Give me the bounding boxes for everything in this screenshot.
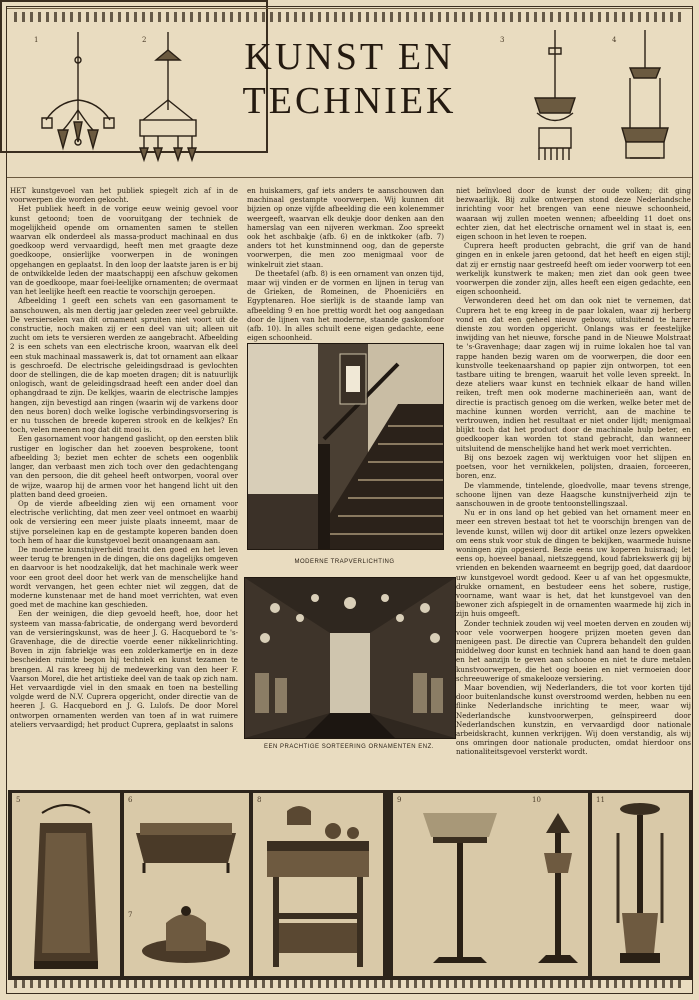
stair-lighting-photo <box>247 343 444 550</box>
photo-coal-bucket <box>12 793 120 976</box>
showroom-photo <box>244 577 456 739</box>
paragraph: De moderne kunstnijverheid tracht den goed en het leven weer terug te brengen in de dingen, die ons dagelijks omgeven en daarvoor is het noodzakelijk, dat het machinale werk weer voor een groot deel door het werk van de menschelijke hand wordt vervangen, het geen echter niet wil zeggen, dat de moderne kunstenaar met de hand moet verrichten, wat even goed met de machine kan geschieden. <box>10 544 238 610</box>
gas-stove-drawing <box>528 793 588 976</box>
standing-lamp-drawing <box>393 793 528 976</box>
photo-gas-stove <box>528 793 588 976</box>
paragraph: en huiskamers, gaf iets anders te aanschouwen dan machinaal gestampte voorwerpen. Wij kunnen dit bijzien op onze vijfde afbeelding die een kolenemmer weergeeft, waarvan elk deukje door denken aan den hamerslag van een nijveren werkman. Zoo spreekt ook het aschbakje (afb. 6) en de inktkoker (afb. 7) anders tot het kunstminnend oog, dan de geperste voorwerpen, die men zoo menigmaal voor de winkelruit ziet staan. <box>247 186 444 269</box>
ashtray-inkwell-drawing <box>124 793 249 976</box>
paragraph: Zonder techniek zouden wij veel moeten derven en zouden wij voor vele voorwerpen hoogere prijzen moeten geven dan menigeen past. De directie van Cuprera behandelt den gulden middelweg door kunst en techniek hand aan hand te doen gaan en het aanzijn te geven aan schoone en niet te dure metalen kunstvoorwerpen, die het oog boeien en niet vermoeien door schreeuwerige of smakelooze versiering. <box>456 618 691 683</box>
ornament-border-top <box>14 12 685 22</box>
photo-ashtray-inkwell <box>124 793 249 976</box>
electric-lamp-figure-4 <box>610 28 680 166</box>
text-column-2 <box>247 186 444 361</box>
showroom-photo-drawing <box>245 578 455 738</box>
paragraph: Maar bovendien, wij Nederlanders, die tot voor korten tijd door buitenlandsche kunst overstroomd werden, hebben nu een flinke Nederlandsche inrichting te meer, waar wij Nederlandsche kunstvoorwerpen, geïnspireerd door Nederlandschen kunstzin, en vervaardigd door nationale arbeidskracht, kunnen verkrijgen. Wij doen verstandig, als wij ons omringen door nationale producten, omdat hierdoor ons nationaliteitsgevoel versterkt wordt. <box>456 682 691 757</box>
text-column-1 <box>10 186 238 729</box>
stair-photo-drawing <box>248 344 443 549</box>
paragraph: Cuprera heeft producten gebracht, die grif van de hand gingen en in enkele jaren getoond, dat het heeft en eigen stijl; dat zij er ernstig naar gestreefd heeft om ieder voorwerp tot een werkelijk kunstwerk te maken; men ziet dan ook geen twee voorwerpen die zonder zijn, alles heeft een eigen gedachte, een eigen schoonheid. <box>456 241 691 297</box>
figure-number-7: 7 <box>128 911 133 919</box>
text-column-3 <box>456 186 691 757</box>
coal-bucket-drawing <box>12 793 120 976</box>
figure-number-5: 5 <box>16 796 21 804</box>
paragraph: niet beïnvloed door de kunst der oude volken; dit ging bezwaarlijk. Bij zulke ontwerpen stond deze Nederlandsche inrichting voor het brengen van eene nieuwe schoonheid, waaraan wij zullen moeten wennen; afbeelding 11 doet ons echter zien, dat het electrische ornament wel in staat is, een eigen schoon in het leven te roepen. <box>456 186 691 242</box>
figure-number-11: 11 <box>596 796 605 804</box>
figure-number-10: 10 <box>532 796 541 804</box>
figure-number-4: 4 <box>612 36 617 44</box>
electric-ornament-drawing <box>592 793 689 976</box>
paragraph: Bij ons bezoek zagen wij werktuigen voor het slijpen en poetsen, voor het vernikkelen, polijsten, draaien, forceeren, boren, enz. <box>456 452 691 481</box>
title-line-2: TECHNIEK <box>242 80 457 122</box>
paragraph: Het publiek heeft in de vorige eeuw weinig gevoel voor kunst getoond; toen de vooruitgang der techniek de mogelijkheid opende om ornamenten samen te stellen waarvan elk onderdeel als massa-product machinaal en dus goedkoop werd vervaardigd, heeft men met graagte deze goedkoope, onsierlijke voorwerpen in de woningen opgehangen en geplaatst. In den loop der laatste jaren is er bij de ontwikkelde leden der maatschappij een afschuw gekomen van de goedkoope, maar foei-leelijke ornamenten; de overmaat van het leelijke heeft een reactie te voorschijn geroepen. <box>10 204 238 297</box>
stair-photo-caption: MODERNE TRAPVERLICHTING <box>294 559 395 565</box>
photo-standing-lamp <box>393 793 528 976</box>
figure-number-9: 9 <box>397 796 402 804</box>
figure-number-8: 8 <box>257 796 262 804</box>
figure-number-3: 3 <box>500 36 505 44</box>
title-frame <box>0 0 457 153</box>
figure-number-6: 6 <box>128 796 133 804</box>
paragraph: Afbeelding 1 geeft een schets van een gasornament te aanschouwen, als men dertig jaar geleden zeer veel gebruikte. De versierselen van dit ornament spruiten niet voort uit de constructie, noch maken zij er een deel van uit; alleen uit zucht om iets te versieren werden ze aangebracht. Afbeelding 2 is een schets van een electrische kroon, waarvan elk deel een stuk machinaal massawerk is, dat tot ornament aan elkaar is geschroefd. De electrische geleidingsdraad is gevlochten door de stellingen, die de kap moeten dragen; dit is natuurlijk onlogisch, want de geleidingsdraad heeft een ander doel dan ophangdraad te zijn. De kelkjes, waarin de electrische lampjes hangen, zijn bevestigd aan ringen (waarin wij de varkens door den neus boren) doch welke logische verbindingsvorsering is er nu tusschen de breede koperen strook en de kelkjes? En toch, velen meenen nog dat dit mooi is. <box>10 296 238 435</box>
paragraph: Verwonderen deed het om dan ook niet te vernemen, dat Cuprera het te eng kreeg in de paar lokalen, waar zij herberg vond en dat een geheel nieuw gebouw, uitsluitend te harer dienste zou worden opgericht. Onlangs was er feestelijke inwijding van het nieuwe, forsche pand in de Nieuwe Molstraat te 's-Gravenhage; daar zagen wij in ruime lokalen hoe tal van rappe handen bezig waren om de voorwerpen, die door een kunstvolle teekenaarshand op papier zijn ontworpen, tot een tastbare uiting te brengen, waaruit het volle leven spreekt. In deze ateliers waar kunst en techniek elkaar de hand willen reiken, treft men ook moderne machinerieën aan, want de directie is practisch genoeg om die werken, welke beter met de machine kunnen worden verricht, aan de machine te vertrouwen, indien het resultaat er niet onder lijdt; menigmaal blijkt toch dat het product door de machinale hulp beter, en goedkooper kan worden tot stand gebracht, dan wanneer uitsluitend de menschelijke hand het werk moet verrichten. <box>456 296 691 453</box>
gas-lamp-figure-3 <box>515 28 595 166</box>
paragraph: De vlammende, tintelende, gloedvolle, maar tevens strenge, schoone lijnen van deze Haagsche kunstnijverheid zijn te aanschouwen in de groote tentoonstellingszaal. <box>456 480 691 508</box>
paragraph: Een der weinigen, die diep gevoeld heeft, hoe, door het systeem van massa-fabricatie, de ondergang werd bevorderd van de versieringskunst, was de heer J. G. Hacquebord te 's-Gravenhage, die de directie voerde eener nikkelinrichting. Boven in zijn fabriekje was een zolderkamertje en in deze bescheiden ruimte begon hij techniek en kunst tezamen te brengen. Al ras kreeg hij de medewerking van den heer F. Vaarson Morel, die het artistieke deel van de taak op zich nam. Het vervaardigde viel in den smaak en toen na bestelling volgde werd de N.V. Cuprera opgericht, onder directie van de heeren J. G. Hacquebord en J. G. Lulofs. De door Morel ontworpen ornamenten werden van toen af in wat ruimere ateliers vervaardigd; het product Cuprera, geplaatst in salons <box>10 609 238 729</box>
paragraph: De theetafel (afb. 8) is een ornament van onzen tijd, maar wij vinden er de vormen en lijnen in terug van de Grieken, de Romeinen, de Phoeniciërs en Egyptenaren. Hoe sierlijk is de staande lamp van afbeelding 9 en hoe prettig wordt het oog aangedaan door de lijnen van het moderne, staande gaskomfoor (afb. 10). In alles schuilt eene eigen gedachte, eene eigen schoonheid. <box>247 268 444 343</box>
tea-table-drawing <box>253 793 383 976</box>
paragraph: Een gasornament voor hangend gaslicht, op den eersten blik rustiger en logischer dan het zooeven besprokene, toont afbeelding 3; beziet men echter de schets een oogenblik langer, dan verbaast men zich toch over den gedachtengang van den persoon, die dit geheel heeft ontworpen, vooral over de wijze, waarop hij de armen voor het hangend licht uit den platten band deed groeien. <box>10 434 238 499</box>
photo-electric-ornament <box>592 793 689 976</box>
paragraph: Nu er in ons land op het gebied van het ornament meer en meer een streven bestaat tot het te voorschijn brengen van de levende kunst, willen wij door dit artikel onze lezers opwekken om eens stuk voor stuk de dingen te bekijken, waarmede huisne woningen zijn opgesierd. Bezie eens uw koperen huisraad; let eens op, hoeveel banaal, nietszeggend, koud fabriekswerk gij bij vrienden en bekenden waarneemt en begrijp goed, dat daardoor uw kunstgevoel wordt gedood. Keer u af van het opgesmukte, drukke ornament, en bestudeer eens het sobere, rustige, voorname, want waar is het, dat het kunstgevoel van den bewoner zich afspiegelt in de ornamenten waarmede hij zich in zijn huis omgeeft. <box>456 508 691 619</box>
paragraph: HET kunstgevoel van het publiek spiegelt zich af in de voorwerpen die worden gekocht. <box>10 186 238 205</box>
showroom-photo-caption: EEN PRACHTIGE SORTEERING ORNAMENTEN ENZ. <box>264 744 434 750</box>
photo-tea-table <box>253 793 383 976</box>
paragraph: Op de vierde afbeelding zien wij een ornament voor electrische verlichting, dat men zeer veel ontmoet en waarbij ook de versiering een meer juiste plaats inneemt, maar de stijve porseleinen kap en de gestampte koperen banden doen toch hem of haar die kunstgevoel bezit onaangenaam aan. <box>10 498 238 545</box>
title-line-1: KUNST EN <box>244 36 455 78</box>
